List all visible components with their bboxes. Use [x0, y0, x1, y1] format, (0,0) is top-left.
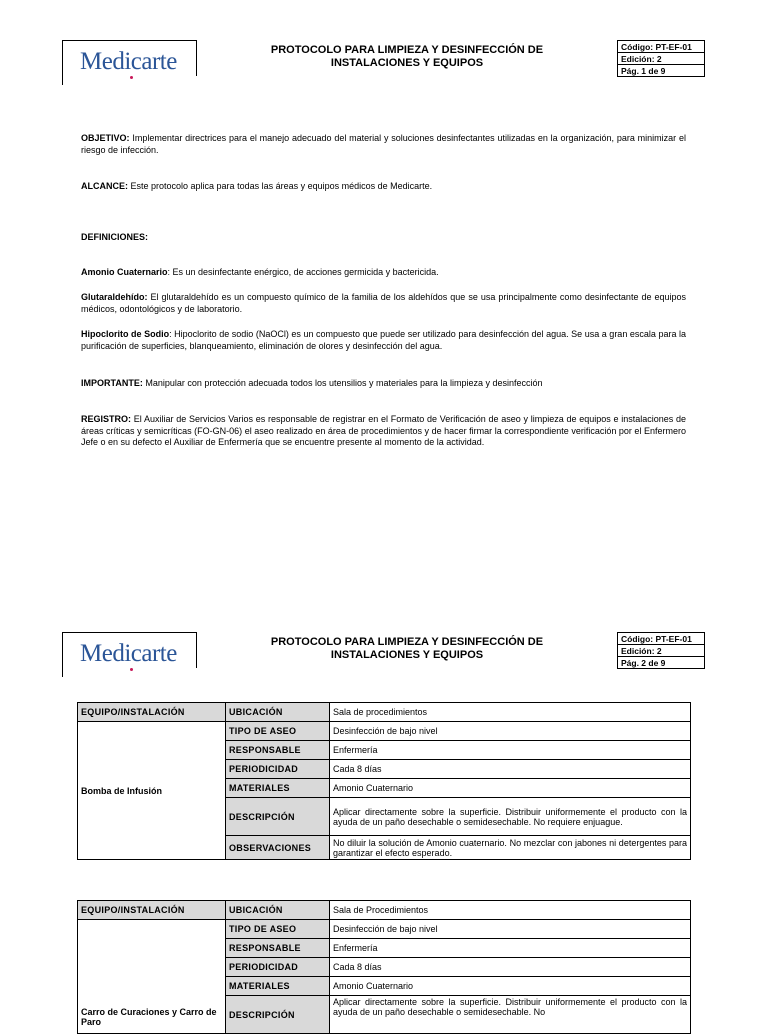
responsable-value: Enfermería	[330, 939, 691, 958]
materiales-value: Amonio Cuaternario	[330, 977, 691, 996]
codigo: Código: PT-EF-01	[618, 633, 705, 645]
amonio-definition: Amonio Cuaternario: Es un desinfectante enérgico, de acciones germicida y bactericida.	[81, 267, 439, 277]
registro-paragraph: REGISTRO: El Auxiliar de Servicios Varios es responsable de registrar en el Formato de Verificación de aseo y limpieza de equipos e instalaciones de áreas críticas y semicríticas (FO-GN-06) el aseo realizado en área de procedimientos y de hacer firmar la correspondiente verificación por el Enfermero Jefe o en su defecto el Auxiliar de Enfermería que se encuentre presente al momento de la actividad.	[81, 414, 686, 447]
observaciones-label: OBSERVACIONES	[226, 836, 330, 860]
cleaning-table-bomba	[77, 702, 691, 860]
tipo-label: TIPO DE ASEO	[226, 722, 330, 741]
edicion: Edición: 2	[618, 645, 705, 657]
materiales-label: MATERIALES	[226, 779, 330, 798]
descripcion-label: DESCRIPCIÓN	[226, 798, 330, 836]
document-title: PROTOCOLO PARA LIMPIEZA Y DESINFECCIÓN DE INSTALACIONES Y EQUIPOS	[270, 44, 544, 69]
tipo-value: Desinfección de bajo nivel	[330, 920, 691, 939]
definiciones-heading: DEFINICIONES:	[81, 232, 149, 242]
medicarte-logo: Medicarte	[80, 48, 177, 76]
page-number: Pág. 1 de 9	[618, 65, 705, 77]
periodicidad-value: Cada 8 días	[330, 760, 691, 779]
tipo-label: TIPO DE ASEO	[226, 920, 330, 939]
periodicidad-label: PERIODICIDAD	[226, 760, 330, 779]
ubicacion-label: UBICACIÓN	[226, 703, 330, 722]
alcance-paragraph: ALCANCE: Este protocolo aplica para todas las áreas y equipos médicos de Medicarte.	[81, 181, 433, 191]
cleaning-table-carro	[77, 900, 691, 1034]
equipo-name: Carro de Curaciones y Carro de Paro	[78, 920, 226, 1034]
tipo-value: Desinfección de bajo nivel	[330, 722, 691, 741]
document-meta	[617, 40, 705, 77]
materiales-label: MATERIALES	[226, 977, 330, 996]
page-header	[62, 40, 707, 86]
ubicacion-value: Sala de Procedimientos	[330, 901, 691, 920]
edicion: Edición: 2	[618, 53, 705, 65]
glutaraldehido-definition: Glutaraldehído: El glutaraldehído es un compuesto químico de la familia de los aldehídos que se usa principalmente como desinfectante de equipos médicos, odontológicos y de laboratorio.	[81, 292, 686, 314]
equipo-header: EQUIPO/INSTALACIÓN	[78, 901, 226, 920]
responsable-label: RESPONSABLE	[226, 741, 330, 760]
descripcion-label: DESCRIPCIÓN	[226, 996, 330, 1034]
page-header	[62, 632, 707, 678]
responsable-label: RESPONSABLE	[226, 939, 330, 958]
observaciones-value: No diluir la solución de Amonio cuaternario. No mezclar con jabones ni detergentes para garantizar el efecto esperado.	[330, 836, 691, 860]
page-number: Pág. 2 de 9	[618, 657, 705, 669]
objetivo-paragraph: OBJETIVO: Implementar directrices para el manejo adecuado del material y soluciones desinfectantes utilizadas en la organización, para minimizar el riesgo de infección.	[81, 133, 686, 155]
medicarte-logo: Medicarte	[80, 640, 177, 668]
hipoclorito-definition: Hipoclorito de Sodio: Hipoclorito de sodio (NaOCl) es un compuesto que puede ser utilizado para desinfección del agua. Se usa a gran escala para la purificación de superficies, blanqueamiento, eliminación de olores y desinfección del agua.	[81, 329, 687, 351]
descripcion-value: Aplicar directamente sobre la superficie. Distribuir uniformemente el producto con la ayuda de un paño desechable o semidesechable. No	[330, 996, 691, 1034]
periodicidad-label: PERIODICIDAD	[226, 958, 330, 977]
document-title: PROTOCOLO PARA LIMPIEZA Y DESINFECCIÓN DE INSTALACIONES Y EQUIPOS	[270, 636, 544, 661]
responsable-value: Enfermería	[330, 741, 691, 760]
ubicacion-label: UBICACIÓN	[226, 901, 330, 920]
equipo-name: Bomba de Infusión	[78, 722, 226, 860]
periodicidad-value: Cada 8 días	[330, 958, 691, 977]
descripcion-value: Aplicar directamente sobre la superficie. Distribuir uniformemente el producto con la ayuda de un paño desechable o semidesechable. No requiere enjuague.	[330, 798, 691, 836]
materiales-value: Amonio Cuaternario	[330, 779, 691, 798]
ubicacion-value: Sala de procedimientos	[330, 703, 691, 722]
importante-paragraph: IMPORTANTE: Manipular con protección adecuada todos los utensilios y materiales para la limpieza y desinfección	[81, 378, 543, 388]
equipo-header: EQUIPO/INSTALACIÓN	[78, 703, 226, 722]
codigo: Código: PT-EF-01	[618, 41, 705, 53]
document-meta	[617, 632, 705, 669]
